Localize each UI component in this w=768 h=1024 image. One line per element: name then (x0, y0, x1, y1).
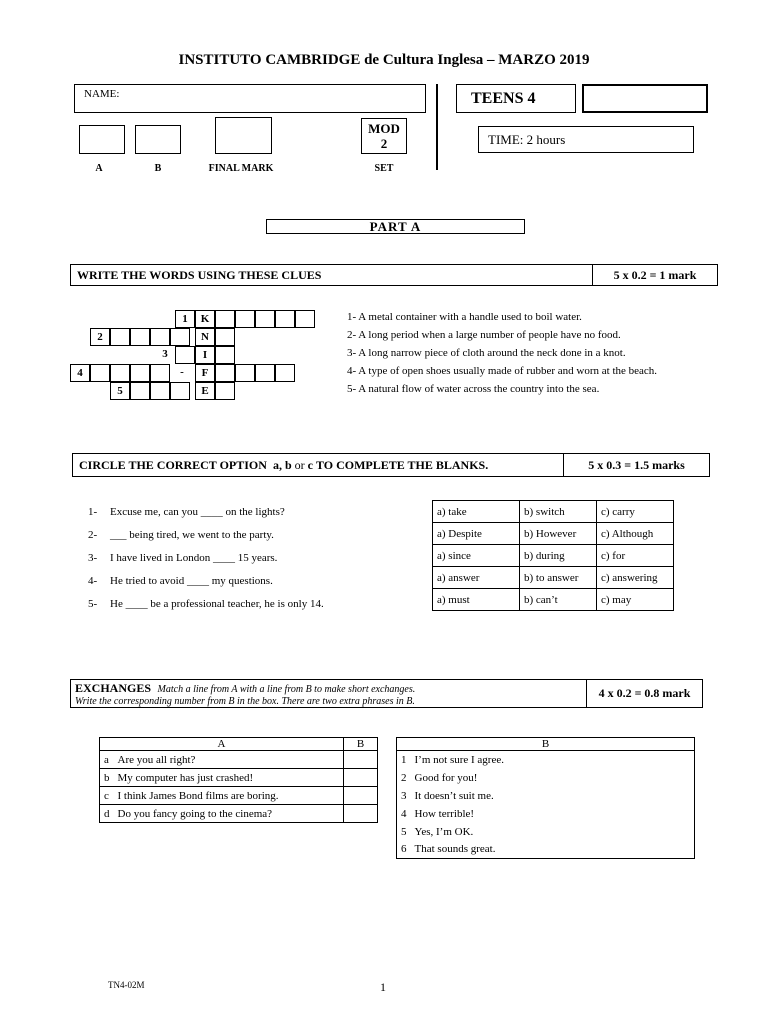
answer-box[interactable] (344, 769, 378, 787)
option-b[interactable]: b) during (520, 545, 597, 567)
question-row (88, 529, 274, 541)
exchange-letter: b (100, 769, 114, 787)
exchange-phrase: Do you fancy going to the cinema? (114, 805, 344, 823)
question-text: I have lived in London ____ 15 years. (110, 552, 278, 564)
label-final-mark: FINAL MARK (208, 163, 274, 174)
exchanges-table-b (396, 737, 695, 859)
crossword-cell[interactable] (215, 310, 235, 328)
crossword-cell[interactable] (150, 328, 170, 346)
exchanges-instruction-line1: Match a line from A with a line from B to make short exchanges. (157, 684, 416, 695)
response-phrase: How terrible! (411, 805, 695, 823)
exchange-letter: c (100, 787, 114, 805)
options-row (433, 589, 674, 611)
circle-instruction-end: TO COMPLETE THE BLANKS. (315, 457, 489, 472)
response-number: 6 (397, 841, 411, 859)
option-b[interactable]: b) can’t (520, 589, 597, 611)
column-b-list-header: B (397, 738, 695, 751)
circle-instruction-or: or (294, 457, 308, 472)
question-text: Excuse me, can you ____ on the lights? (110, 506, 285, 518)
exchange-phrase: Are you all right? (114, 751, 344, 769)
circle-marks: 5 x 0.3 = 1.5 marks (563, 454, 709, 476)
crossword-cell[interactable] (215, 346, 235, 364)
response-row (397, 787, 695, 805)
answer-box[interactable] (344, 751, 378, 769)
exchanges-instruction-line2: Write the corresponding number from B in the box. There are two extra phrases in B. (75, 696, 415, 707)
crossword-number-1: 1 (175, 310, 195, 328)
response-row (397, 751, 695, 769)
crossword-instruction-bar (70, 264, 718, 286)
response-row (397, 769, 695, 787)
crossword-cell[interactable] (255, 310, 275, 328)
mod-number: 2 (380, 136, 388, 151)
response-phrase: Yes, I’m OK. (411, 823, 695, 841)
response-row (397, 841, 695, 859)
document-code: TN4-02M (108, 980, 145, 990)
option-b[interactable]: b) to answer (520, 567, 597, 589)
exchange-phrase: I think James Bond films are boring. (114, 787, 344, 805)
part-title: PART A (266, 219, 525, 234)
circle-instruction-bar (72, 453, 710, 477)
question-row (88, 575, 273, 587)
option-a[interactable]: a) Despite (433, 523, 520, 545)
circle-instruction-options: a, b (272, 457, 295, 472)
response-number: 1 (397, 751, 411, 769)
time-box: TIME: 2 hours (478, 126, 694, 153)
crossword-number-5: 5 (110, 382, 130, 400)
option-c[interactable]: c) carry (597, 501, 674, 523)
crossword-cell[interactable] (170, 328, 190, 346)
question-text: ___ being tired, we went to the party. (110, 529, 274, 541)
name-label: NAME: (84, 88, 120, 100)
level-extra-box[interactable] (582, 84, 708, 113)
header-divider (436, 84, 438, 170)
crossword-cell[interactable] (295, 310, 315, 328)
response-phrase: That sounds great. (411, 841, 695, 859)
answer-box[interactable] (344, 787, 378, 805)
option-b[interactable]: b) switch (520, 501, 597, 523)
crossword-clue: 1- A metal container with a handle used to boil water. (347, 311, 582, 323)
crossword-cell[interactable] (215, 364, 235, 382)
option-c[interactable]: c) may (597, 589, 674, 611)
options-row (433, 545, 674, 567)
option-a[interactable]: a) must (433, 589, 520, 611)
crossword-clue: 2- A long period when a large number of people have no food. (347, 329, 621, 341)
exchange-row (100, 805, 378, 823)
exchange-letter: d (100, 805, 114, 823)
option-a[interactable]: a) since (433, 545, 520, 567)
crossword-key-letter: K (195, 310, 215, 328)
crossword-cell[interactable] (90, 364, 110, 382)
response-number: 2 (397, 769, 411, 787)
question-text: He ____ be a professional teacher, he is only 14. (110, 598, 324, 610)
crossword-hyphen: - (180, 366, 184, 378)
question-row (88, 552, 277, 564)
question-number: 5- (88, 598, 98, 610)
circle-instruction-text: CIRCLE THE CORRECT OPTION (79, 457, 273, 472)
exchanges-title: EXCHANGES (75, 681, 152, 695)
crossword-cell[interactable] (235, 310, 255, 328)
question-number: 2- (88, 529, 98, 541)
crossword-number-3: 3 (162, 348, 168, 360)
options-row (433, 523, 674, 545)
crossword-clue: 5- A natural flow of water across the country into the sea. (347, 383, 600, 395)
crossword-cell[interactable] (130, 328, 150, 346)
crossword-key-letter: E (195, 382, 215, 400)
exchange-phrase: My computer has just crashed! (114, 769, 344, 787)
question-number: 3- (88, 552, 98, 564)
options-row (433, 501, 674, 523)
crossword-cell[interactable] (215, 328, 235, 346)
column-b-header: B (344, 738, 378, 751)
crossword-clue: 3- A long narrow piece of cloth around the neck done in a knot. (347, 347, 626, 359)
exchange-row (100, 769, 378, 787)
option-c[interactable]: c) Although (597, 523, 674, 545)
label-set: SET (374, 163, 394, 174)
level-box: TEENS 4 (456, 84, 576, 113)
crossword-cell[interactable] (275, 310, 295, 328)
crossword-cell[interactable] (235, 364, 255, 382)
crossword-marks: 5 x 0.2 = 1 mark (592, 265, 717, 285)
option-a[interactable]: a) answer (433, 567, 520, 589)
response-phrase: Good for you! (411, 769, 695, 787)
option-c[interactable]: c) for (597, 545, 674, 567)
mod-label: MOD (368, 121, 400, 136)
mark-box-a[interactable] (79, 125, 125, 154)
question-row (88, 598, 324, 610)
final-mark-box[interactable] (215, 117, 272, 154)
page-number: 1 (380, 980, 386, 994)
response-row (397, 823, 695, 841)
crossword-cell[interactable] (175, 346, 195, 364)
answer-box[interactable] (344, 805, 378, 823)
response-number: 5 (397, 823, 411, 841)
exchanges-marks: 4 x 0.2 = 0.8 mark (586, 680, 702, 707)
exchanges-table-a (99, 737, 378, 823)
response-number: 3 (397, 787, 411, 805)
crossword-key-letter: F (195, 364, 215, 382)
label-a: A (95, 163, 103, 174)
crossword-cell[interactable] (130, 364, 150, 382)
crossword-clue: 4- A type of open shoes usually made of rubber and worn at the beach. (347, 365, 658, 377)
options-table (432, 500, 674, 611)
mod-box (361, 118, 407, 154)
crossword-cell[interactable] (275, 364, 295, 382)
response-phrase: I’m not sure I agree. (411, 751, 695, 769)
option-a[interactable]: a) take (433, 501, 520, 523)
circle-instruction-option-c: c (307, 457, 316, 472)
circle-instruction (73, 454, 563, 476)
crossword-cell[interactable] (110, 364, 130, 382)
exchanges-instruction (71, 680, 586, 707)
crossword-cell[interactable] (255, 364, 275, 382)
response-phrase: It doesn’t suit me. (411, 787, 695, 805)
question-number: 1- (88, 506, 98, 518)
options-row (433, 567, 674, 589)
school-title: INSTITUTO CAMBRIDGE de Cultura Inglesa – MARZO 2019 (178, 52, 590, 68)
mark-box-b[interactable] (135, 125, 181, 154)
exchange-row (100, 751, 378, 769)
exchange-row (100, 787, 378, 805)
crossword-cell[interactable] (130, 382, 150, 400)
name-field[interactable] (74, 84, 426, 113)
response-number: 4 (397, 805, 411, 823)
crossword-number-2: 2 (90, 328, 110, 346)
crossword-cell[interactable] (110, 328, 130, 346)
crossword-cell[interactable] (215, 382, 235, 400)
crossword-key-letter: I (195, 346, 215, 364)
response-row (397, 805, 695, 823)
question-number: 4- (88, 575, 98, 587)
crossword-key-letter: N (195, 328, 215, 346)
column-a-header: A (100, 738, 344, 751)
crossword-cell[interactable] (150, 364, 170, 382)
question-row (88, 506, 285, 518)
exchanges-instruction-bar (70, 679, 703, 708)
option-c[interactable]: c) answering (597, 567, 674, 589)
crossword-cell[interactable] (150, 382, 170, 400)
crossword-instruction: WRITE THE WORDS USING THESE CLUES (77, 267, 322, 282)
crossword-number-4: 4 (70, 364, 90, 382)
option-b[interactable]: b) However (520, 523, 597, 545)
exchange-letter: a (100, 751, 114, 769)
crossword-cell[interactable] (170, 382, 190, 400)
question-text: He tried to avoid ____ my questions. (110, 575, 273, 587)
label-b: B (154, 163, 162, 174)
